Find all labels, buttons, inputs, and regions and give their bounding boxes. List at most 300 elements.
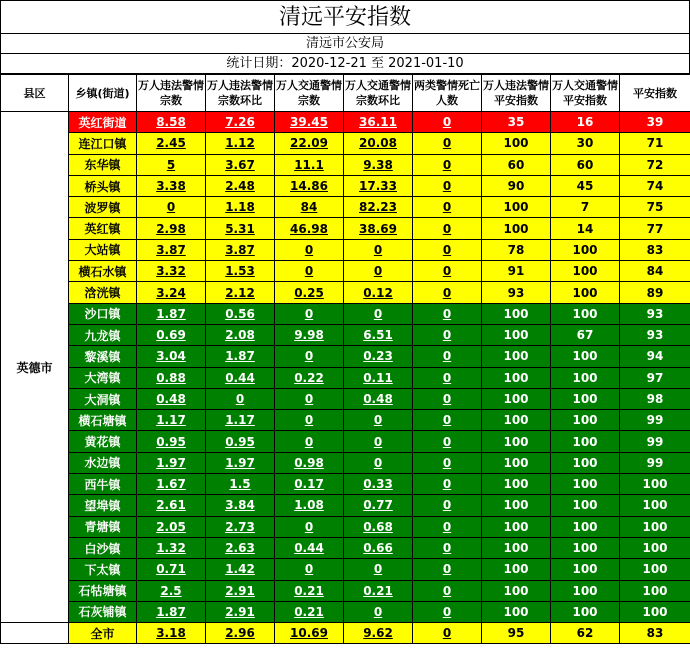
cell-value: 39 — [646, 115, 664, 130]
table-cell — [482, 197, 551, 218]
table-row — [1, 367, 690, 388]
table-cell — [206, 218, 275, 239]
table-cell — [206, 261, 275, 282]
cell-value: 1.17 — [225, 413, 255, 428]
cell-value: 100 — [503, 455, 529, 470]
column-header: 两类警情死亡人数 — [413, 75, 482, 112]
table-cell — [275, 559, 344, 580]
table-cell — [482, 218, 551, 239]
cell-value: 1.17 — [156, 413, 186, 428]
table-cell — [620, 197, 690, 218]
table-cell — [551, 601, 620, 622]
column-header: 平安指数 — [620, 75, 690, 112]
cell-value: 1.42 — [225, 562, 255, 577]
table-cell — [413, 175, 482, 196]
town-name — [69, 133, 137, 154]
data-table — [0, 74, 690, 644]
cell-value: 100 — [503, 328, 529, 343]
cell-value: 石牯塘镇 — [78, 584, 127, 599]
cell-value: 72 — [646, 157, 664, 172]
cell-value: 0.71 — [156, 562, 186, 577]
cell-value: 0 — [442, 477, 452, 492]
table-cell — [206, 324, 275, 345]
cell-value: 9.62 — [363, 626, 393, 641]
table-cell — [482, 474, 551, 495]
cell-value: 0 — [304, 434, 314, 449]
cell-value: 100 — [572, 519, 598, 534]
cell-value: 83 — [646, 626, 664, 641]
table-cell — [551, 346, 620, 367]
cell-value: 黄花镇 — [84, 435, 121, 450]
table-cell — [482, 388, 551, 409]
table-cell — [482, 154, 551, 175]
table-cell — [620, 282, 690, 303]
table-cell — [620, 495, 690, 516]
town-name — [69, 282, 137, 303]
cell-value: 78 — [507, 242, 525, 257]
cell-value: 2.5 — [160, 583, 182, 598]
cell-value: 0.95 — [156, 434, 186, 449]
cell-value: 望埠镇 — [84, 498, 121, 513]
table-cell — [137, 431, 206, 452]
table-cell — [551, 367, 620, 388]
cell-value: 46.98 — [290, 221, 328, 236]
cell-value: 100 — [572, 242, 598, 257]
table-cell — [344, 346, 413, 367]
table-cell — [551, 175, 620, 196]
table-row — [1, 431, 690, 452]
cell-value: 2.91 — [225, 604, 255, 619]
table-cell — [413, 516, 482, 537]
cell-value: 下太镇 — [84, 562, 121, 577]
table-cell — [551, 239, 620, 260]
table-cell — [275, 261, 344, 282]
table-cell — [482, 346, 551, 367]
table-cell — [551, 197, 620, 218]
county-cell: 英德市 — [1, 112, 69, 623]
table-body — [1, 112, 690, 644]
cell-value: 100 — [503, 221, 529, 236]
cell-value: 九龙镇 — [84, 328, 121, 343]
town-name — [69, 623, 137, 644]
cell-value: 0 — [304, 392, 314, 406]
table-cell — [344, 112, 413, 133]
cell-value: 2.98 — [156, 221, 186, 236]
cell-value: 100 — [572, 455, 598, 470]
table-cell — [413, 559, 482, 580]
table-cell — [275, 154, 344, 175]
table-cell — [413, 197, 482, 218]
table-cell — [482, 324, 551, 345]
cell-value: 0.33 — [363, 477, 393, 492]
table-cell — [137, 388, 206, 409]
column-header: 乡镇(街道) — [69, 75, 137, 112]
table-cell — [413, 218, 482, 239]
cell-value: 0 — [442, 136, 452, 151]
cell-value: 1.32 — [156, 541, 186, 556]
table-cell — [551, 303, 620, 324]
table-cell — [551, 452, 620, 473]
cell-value: 0.21 — [363, 583, 393, 598]
table-cell — [137, 516, 206, 537]
cell-value: 0 — [442, 626, 452, 641]
table-cell — [551, 261, 620, 282]
table-cell — [482, 133, 551, 154]
table-row — [1, 239, 690, 260]
cell-value: 1.87 — [156, 306, 186, 321]
table-cell — [413, 580, 482, 601]
cell-value: 100 — [572, 562, 598, 577]
table-cell — [620, 239, 690, 260]
table-row — [1, 112, 690, 133]
cell-value: 100 — [572, 349, 598, 364]
cell-value: 0 — [442, 392, 452, 406]
cell-value: 0 — [235, 392, 245, 406]
cell-value: 0 — [442, 328, 452, 343]
table-cell — [413, 601, 482, 622]
cell-value: 0 — [442, 306, 452, 321]
cell-value: 100 — [503, 519, 529, 534]
town-name — [69, 324, 137, 345]
cell-value: 0.22 — [294, 370, 324, 385]
cell-value: 0 — [442, 285, 452, 300]
table-row — [1, 346, 690, 367]
table-cell — [620, 410, 690, 431]
table-row — [1, 410, 690, 431]
table-cell — [620, 559, 690, 580]
cell-value: 99 — [646, 434, 664, 449]
table-cell — [275, 367, 344, 388]
table-cell — [275, 474, 344, 495]
table-cell — [206, 516, 275, 537]
table-cell — [344, 154, 413, 175]
column-header: 县区 — [1, 75, 69, 112]
table-cell — [344, 261, 413, 282]
column-header: 万人违法警情宗数环比 — [206, 75, 275, 112]
table-cell — [413, 388, 482, 409]
cell-value: 1.08 — [294, 498, 324, 513]
cell-value: 0.95 — [225, 434, 255, 449]
table-cell — [482, 452, 551, 473]
cell-value: 0 — [373, 434, 383, 449]
cell-value: 75 — [646, 200, 664, 215]
table-cell — [482, 537, 551, 558]
cell-value: 1.18 — [225, 200, 255, 215]
table-cell — [620, 346, 690, 367]
town-name — [69, 112, 137, 133]
cell-value: 0.69 — [156, 328, 186, 343]
table-cell — [413, 495, 482, 516]
table-cell — [206, 175, 275, 196]
table-cell — [344, 559, 413, 580]
table-cell — [413, 410, 482, 431]
table-cell — [275, 516, 344, 537]
cell-value: 100 — [572, 477, 598, 492]
cell-value: 17.33 — [359, 179, 397, 194]
table-cell — [206, 580, 275, 601]
table-cell — [275, 346, 344, 367]
cell-value: 100 — [642, 477, 668, 492]
table-cell — [551, 474, 620, 495]
town-name — [69, 601, 137, 622]
table-row — [1, 218, 690, 239]
table-cell — [482, 495, 551, 516]
table-row — [1, 495, 690, 516]
table-cell — [137, 410, 206, 431]
table-cell — [275, 431, 344, 452]
table-cell — [206, 346, 275, 367]
cell-value: 1.67 — [156, 477, 186, 492]
cell-value: 100 — [572, 413, 598, 428]
cell-value: 桥头镇 — [84, 179, 121, 194]
table-cell — [551, 154, 620, 175]
table-cell — [413, 133, 482, 154]
cell-value: 0.56 — [225, 306, 255, 321]
cell-value: 3.18 — [156, 626, 186, 641]
table-cell — [620, 324, 690, 345]
table-row — [1, 133, 690, 154]
table-cell — [344, 474, 413, 495]
table-cell — [206, 367, 275, 388]
cell-value: 黎溪镇 — [84, 349, 121, 364]
table-cell — [482, 282, 551, 303]
town-name — [69, 516, 137, 537]
table-cell — [620, 367, 690, 388]
table-cell — [482, 516, 551, 537]
table-cell — [275, 601, 344, 622]
cell-value: 大洞镇 — [84, 392, 121, 407]
table-cell — [206, 410, 275, 431]
table-cell — [620, 218, 690, 239]
cell-value: 0 — [304, 242, 314, 257]
cell-value: 100 — [572, 306, 598, 321]
table-cell — [620, 623, 690, 644]
table-row — [1, 559, 690, 580]
cell-value: 0 — [442, 221, 452, 236]
cell-value: 98 — [646, 392, 664, 406]
cell-value: 90 — [507, 179, 525, 194]
table-cell — [275, 175, 344, 196]
cell-value: 71 — [646, 136, 664, 151]
cell-value: 100 — [572, 604, 598, 619]
cell-value: 100 — [572, 498, 598, 513]
cell-value: 大湾镇 — [84, 371, 121, 386]
cell-value: 0 — [373, 306, 383, 321]
table-cell — [551, 580, 620, 601]
table-cell — [413, 452, 482, 473]
table-cell — [482, 601, 551, 622]
cell-value: 3.87 — [225, 242, 255, 257]
table-cell — [413, 112, 482, 133]
table-cell — [482, 112, 551, 133]
table-cell — [413, 282, 482, 303]
cell-value: 0.12 — [363, 285, 393, 300]
cell-value: 0.68 — [363, 519, 393, 534]
cell-value: 全市 — [90, 626, 115, 641]
table-cell — [206, 282, 275, 303]
town-name — [69, 175, 137, 196]
table-cell — [137, 346, 206, 367]
table-cell — [482, 559, 551, 580]
table-cell — [137, 112, 206, 133]
cell-value: 100 — [642, 498, 668, 513]
table-cell — [137, 601, 206, 622]
cell-value: 0 — [442, 115, 452, 130]
table-cell — [206, 303, 275, 324]
table-cell — [620, 601, 690, 622]
table-row — [1, 474, 690, 495]
table-cell — [482, 431, 551, 452]
cell-value: 1.12 — [225, 136, 255, 151]
column-header: 万人交通警情平安指数 — [551, 75, 620, 112]
total-row — [1, 623, 690, 644]
cell-value: 3.24 — [156, 285, 186, 300]
cell-value: 0 — [442, 157, 452, 172]
cell-value: 100 — [503, 349, 529, 364]
table-cell — [275, 303, 344, 324]
town-name — [69, 410, 137, 431]
table-cell — [137, 133, 206, 154]
cell-value: 67 — [576, 328, 594, 343]
cell-value: 0 — [442, 349, 452, 364]
cell-value: 2.73 — [225, 519, 255, 534]
table-cell — [620, 474, 690, 495]
town-name — [69, 537, 137, 558]
cell-value: 0.44 — [294, 541, 324, 556]
cell-value: 0 — [304, 306, 314, 321]
table-cell — [413, 239, 482, 260]
cell-value: 0 — [442, 604, 452, 619]
cell-value: 62 — [576, 626, 594, 641]
cell-value: 0.44 — [225, 370, 255, 385]
cell-value: 0 — [373, 242, 383, 257]
cell-value: 100 — [503, 604, 529, 619]
table-cell — [206, 495, 275, 516]
cell-value: 89 — [646, 285, 664, 300]
table-cell — [482, 303, 551, 324]
table-cell — [482, 410, 551, 431]
table-cell — [137, 175, 206, 196]
cell-value: 9.98 — [294, 328, 324, 343]
table-cell — [206, 537, 275, 558]
cell-value: 0.11 — [363, 370, 393, 385]
report-subtitle: 清远市公安局 — [0, 34, 690, 54]
table-cell — [206, 154, 275, 175]
cell-value: 0.17 — [294, 477, 324, 492]
table-row — [1, 452, 690, 473]
table-cell — [482, 580, 551, 601]
cell-value: 0.25 — [294, 285, 324, 300]
cell-value: 16 — [576, 115, 594, 130]
cell-value: 0 — [166, 200, 176, 215]
table-cell — [413, 324, 482, 345]
table-cell — [137, 261, 206, 282]
cell-value: 石灰铺镇 — [78, 605, 127, 620]
table-cell — [137, 239, 206, 260]
table-cell — [275, 537, 344, 558]
town-name — [69, 495, 137, 516]
table-cell — [137, 154, 206, 175]
cell-value: 5.31 — [225, 221, 255, 236]
cell-value: 60 — [507, 157, 525, 172]
table-cell — [620, 261, 690, 282]
table-cell — [482, 623, 551, 644]
cell-value: 74 — [646, 179, 664, 194]
table-cell — [137, 559, 206, 580]
cell-value: 0 — [304, 519, 314, 534]
cell-value: 91 — [507, 264, 525, 279]
table-cell — [206, 133, 275, 154]
column-header: 万人交通警情宗数环比 — [344, 75, 413, 112]
cell-value: 1.97 — [156, 455, 186, 470]
cell-value: 83 — [646, 242, 664, 257]
cell-value: 0 — [304, 562, 314, 577]
table-cell — [344, 388, 413, 409]
cell-value: 3.87 — [156, 242, 186, 257]
table-row — [1, 388, 690, 409]
cell-value: 0 — [373, 264, 383, 279]
table-cell — [413, 346, 482, 367]
cell-value: 0 — [442, 264, 452, 279]
cell-value: 大站镇 — [84, 243, 121, 258]
table-cell — [137, 303, 206, 324]
cell-value: 99 — [646, 455, 664, 470]
table-cell — [137, 324, 206, 345]
table-cell — [620, 112, 690, 133]
table-cell — [206, 112, 275, 133]
cell-value: 0 — [373, 604, 383, 619]
table-row — [1, 154, 690, 175]
table-row — [1, 601, 690, 622]
cell-value: 0 — [442, 562, 452, 577]
table-cell — [620, 303, 690, 324]
table-cell — [275, 133, 344, 154]
table-cell — [413, 474, 482, 495]
cell-value: 100 — [503, 434, 529, 449]
cell-value: 100 — [572, 370, 598, 385]
cell-value: 0 — [373, 455, 383, 470]
cell-value: 沙口镇 — [84, 307, 121, 322]
cell-value: 100 — [503, 562, 529, 577]
column-header: 万人违法警情平安指数 — [482, 75, 551, 112]
table-cell — [344, 218, 413, 239]
cell-value: 100 — [642, 583, 668, 598]
cell-value: 2.61 — [156, 498, 186, 513]
table-cell — [482, 175, 551, 196]
cell-value: 0 — [442, 242, 452, 257]
table-cell — [275, 495, 344, 516]
cell-value: 36.11 — [359, 115, 397, 130]
table-cell — [137, 452, 206, 473]
cell-value: 10.69 — [290, 626, 328, 641]
table-row — [1, 580, 690, 601]
town-name — [69, 580, 137, 601]
table-cell — [482, 261, 551, 282]
cell-value: 青塘镇 — [84, 520, 121, 535]
cell-value: 100 — [642, 519, 668, 534]
table-cell — [206, 623, 275, 644]
cell-value: 东华镇 — [84, 158, 121, 173]
table-cell — [551, 516, 620, 537]
table-cell — [551, 537, 620, 558]
table-cell — [275, 112, 344, 133]
table-cell — [206, 601, 275, 622]
table-cell — [275, 218, 344, 239]
table-cell — [275, 410, 344, 431]
cell-value: 白沙镇 — [84, 541, 121, 556]
cell-value: 100 — [503, 477, 529, 492]
cell-value: 82.23 — [359, 200, 397, 215]
